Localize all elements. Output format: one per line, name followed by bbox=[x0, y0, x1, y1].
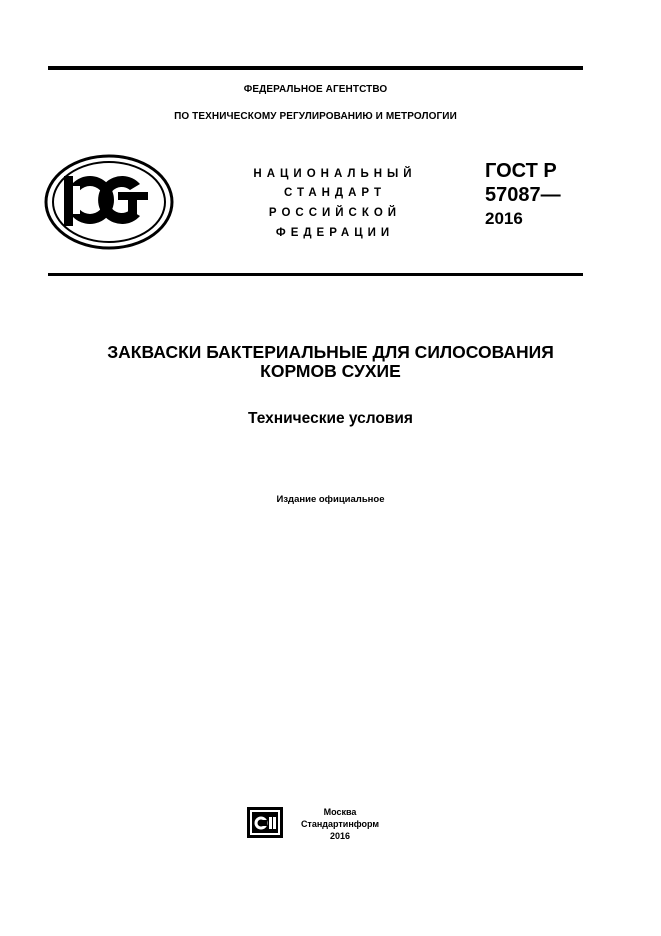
agency-line-2: ПО ТЕХНИЧЕСКОМУ РЕГУЛИРОВАНИЮ И МЕТРОЛОГИИ bbox=[174, 111, 457, 122]
publisher-name: Стандартинформ bbox=[300, 819, 380, 829]
top-rule bbox=[48, 66, 583, 70]
publisher-year: 2016 bbox=[329, 831, 351, 841]
title-line-2: КОРМОВ СУХИЕ bbox=[260, 361, 401, 381]
gost-r-logo-icon bbox=[44, 154, 174, 250]
edition-note: Издание официальное bbox=[276, 494, 385, 505]
title-line-1: ЗАКВАСКИ БАКТЕРИАЛЬНЫЕ ДЛЯ СИЛОСОВАНИЯ bbox=[107, 342, 554, 362]
standartinform-logo-icon bbox=[246, 806, 284, 839]
publisher-city: Москва bbox=[323, 807, 357, 817]
standard-designation bbox=[485, 159, 561, 231]
document-subtitle: Технические условия bbox=[248, 410, 413, 427]
designation-line-3: 2016 bbox=[485, 209, 523, 228]
agency-line-1: ФЕДЕРАЛЬНОЕ АГЕНТСТВО bbox=[243, 84, 388, 95]
document-title bbox=[40, 343, 621, 381]
designation-line-2: 57087— bbox=[485, 184, 561, 206]
header-divider bbox=[48, 273, 583, 276]
standard-type-line-4: ФЕДЕРАЦИИ bbox=[275, 227, 395, 239]
standard-type-line-3: РОССИЙСКОЙ bbox=[268, 207, 402, 219]
designation-line-1: ГОСТ Р bbox=[485, 160, 557, 182]
standard-type-line-1: НАЦИОНАЛЬНЫЙ bbox=[253, 168, 417, 180]
standard-type-line-2: СТАНДАРТ bbox=[284, 187, 386, 199]
